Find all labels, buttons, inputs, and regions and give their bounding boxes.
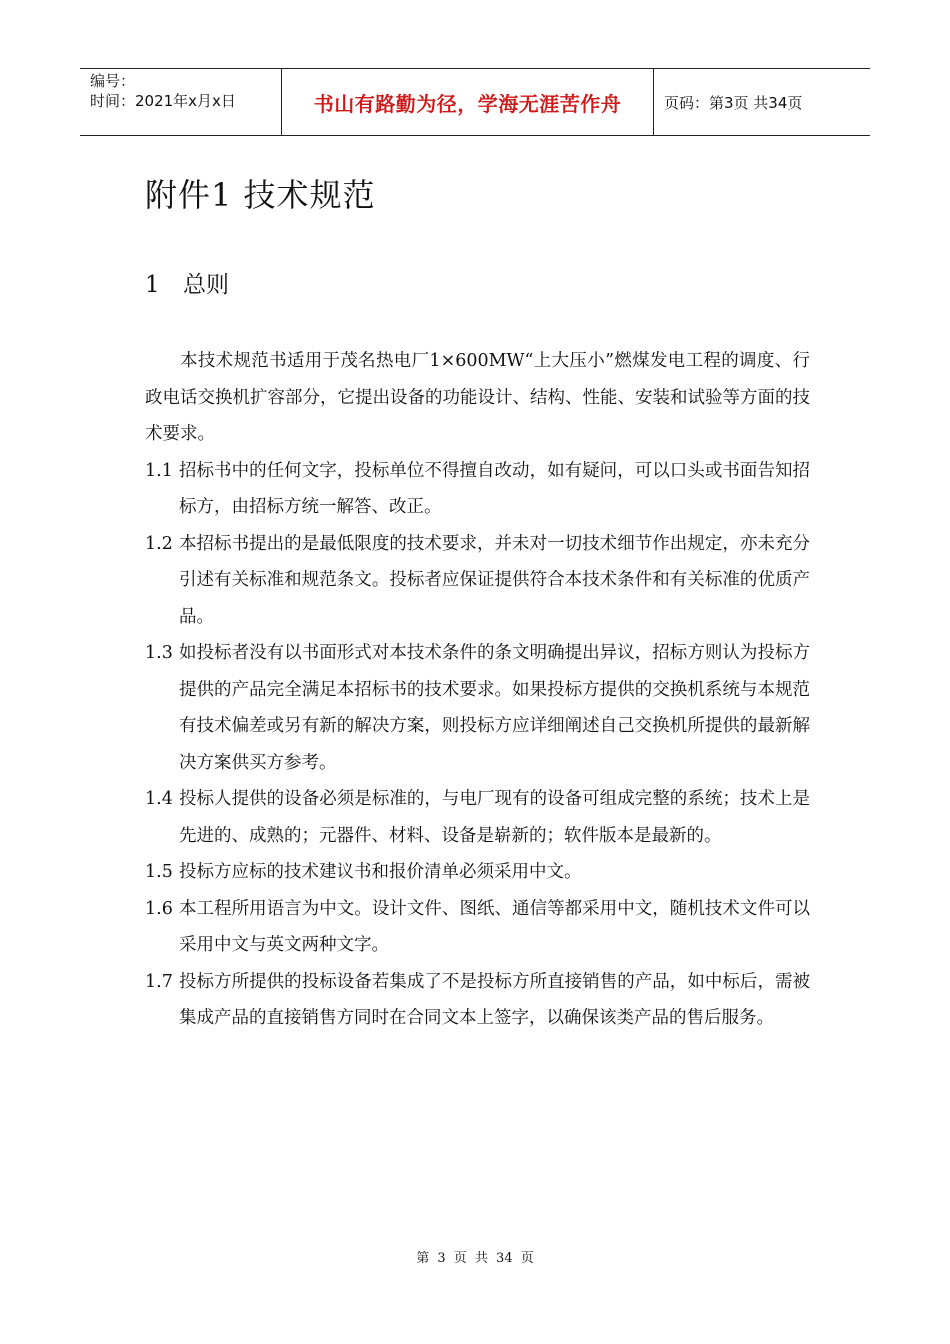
header-meta xyxy=(80,69,282,135)
item-number: 1.6 xyxy=(145,898,173,919)
header-date: 时间：2021年x月x日 xyxy=(90,92,236,110)
document-title: 附件1 技术规范 xyxy=(145,176,376,214)
page-footer: 第 3 页 共 34 页 xyxy=(416,1251,534,1266)
item-text: 如投标者没有以书面形式对本技术条件的条文明确提出异议，招标方则认为投标方提供的产品完全满足本招标书的技术要求。如果投标方提供的交换机系统与本规范有技术偏差或另有新的解决方案，则投标方应详细阐述自己交换机所提供的最新解决方案供买方参考。 xyxy=(179,643,810,773)
item-number: 1.4 xyxy=(145,789,173,809)
list-item xyxy=(145,891,810,964)
item-number: 1.2 xyxy=(145,533,173,554)
header-slogan: 书山有路勤为径，学海无涯苦作舟 xyxy=(282,69,654,135)
item-text: 本招标书提出的是最低限度的技术要求，并未对一切技术细节作出规定，亦未充分引述有关标准和规范条文。投标者应保证提供符合本技术条件和有关标准的优质产品。 xyxy=(179,533,810,627)
item-number: 1.1 xyxy=(145,460,173,481)
list-item xyxy=(145,635,810,781)
section-title: 总则 xyxy=(183,272,229,298)
header-page-info: 页码：第3页 共34页 xyxy=(664,93,803,112)
item-number: 1.3 xyxy=(145,643,173,663)
section-heading xyxy=(145,266,229,299)
list-item xyxy=(145,526,810,636)
intro-paragraph: 本技术规范书适用于茂名热电厂1×600MW“上大压小”燃煤发电工程的调度、行政电话交换机扩容部分，它提出设备的功能设计、结构、性能、安装和试验等方面的技术要求。 xyxy=(145,351,810,444)
item-text: 本工程所用语言为中文。设计文件、图纸、通信等都采用中文，随机技术文件可以采用中文与英文两种文字。 xyxy=(179,898,810,955)
item-text: 投标方应标的技术建议书和报价清单必须采用中文。 xyxy=(179,862,582,882)
item-text: 投标人提供的设备必须是标准的，与电厂现有的设备可组成完整的系统；技术上是先进的、成熟的；元器件、材料、设备是崭新的；软件版本是最新的。 xyxy=(179,789,810,846)
item-number: 1.7 xyxy=(145,971,173,992)
section-number: 1 xyxy=(145,272,160,298)
list-item xyxy=(145,781,810,854)
list-item xyxy=(145,453,810,526)
page-header xyxy=(80,68,870,136)
header-number-label: 编号： xyxy=(90,72,136,90)
list-item xyxy=(145,854,810,891)
list-item xyxy=(145,964,810,1037)
item-number: 1.5 xyxy=(145,862,173,882)
item-text: 投标方所提供的投标设备若集成了不是投标方所直接销售的产品，如中标后，需被集成产品的直接销售方同时在合同文本上签字，以确保该类产品的售后服务。 xyxy=(179,971,810,1028)
document-body xyxy=(145,343,810,1037)
item-text: 招标书中的任何文字，投标单位不得擅自改动，如有疑问，可以口头或书面告知招标方，由招标方统一解答、改正。 xyxy=(179,460,810,517)
